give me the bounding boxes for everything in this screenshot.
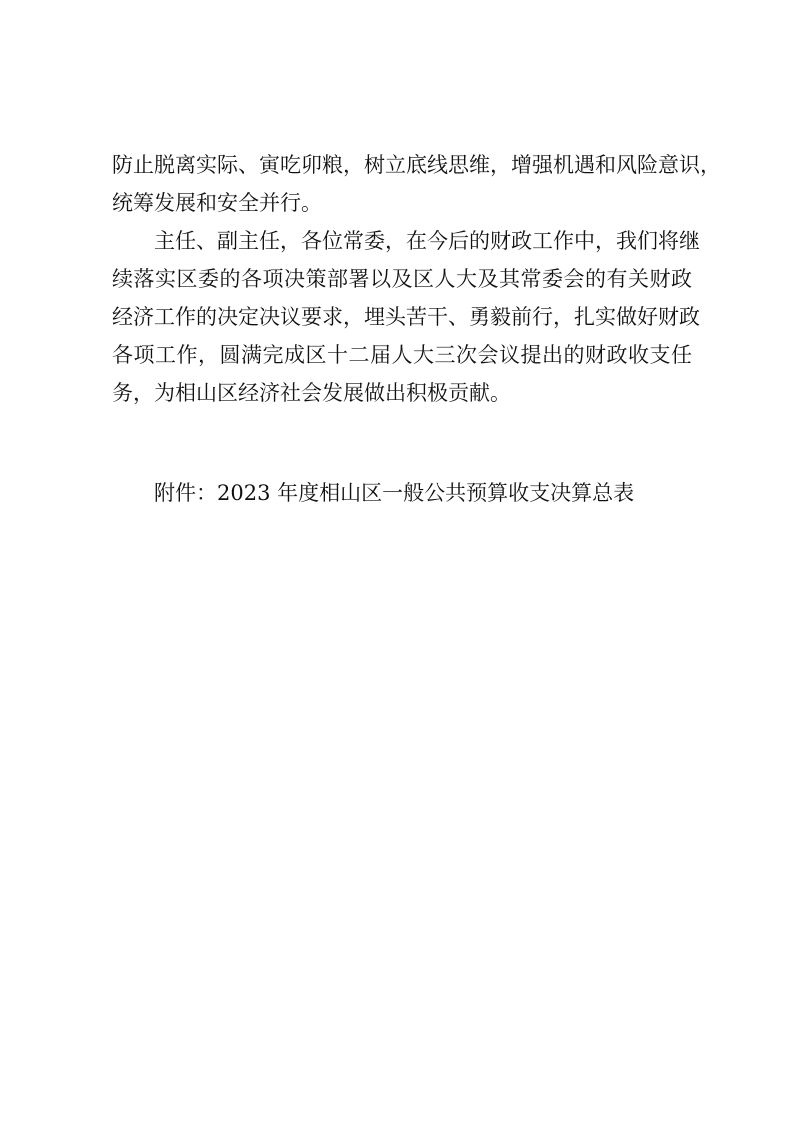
paragraph-line: 各项工作，圆满完成区十二届人大三次会议提出的财政收支任 [112, 343, 692, 367]
paragraph-line: 续落实区委的各项决策部署以及区人大及其常委会的有关财政 [112, 267, 692, 291]
paragraph-line: 经济工作的决定决议要求，埋头苦干、勇毅前行，扎实做好财政 [112, 305, 700, 329]
attachment-note: 附件：2023 年度相山区一般公共预算收支决算总表 [154, 481, 635, 505]
paragraph-line: 主任、副主任，各位常委，在今后的财政工作中，我们将继 [154, 229, 700, 253]
paragraph-line: 统筹发展和安全并行。 [112, 191, 322, 215]
paragraph-continuation [112, 146, 721, 222]
paragraph-line: 务，为相山区经济社会发展做出积极贡献。 [112, 381, 511, 405]
paragraph-closing [112, 222, 700, 412]
paragraph-line: 防止脱离实际、寅吃卯粮，树立底线思维，增强机遇和风险意识， [112, 153, 721, 177]
